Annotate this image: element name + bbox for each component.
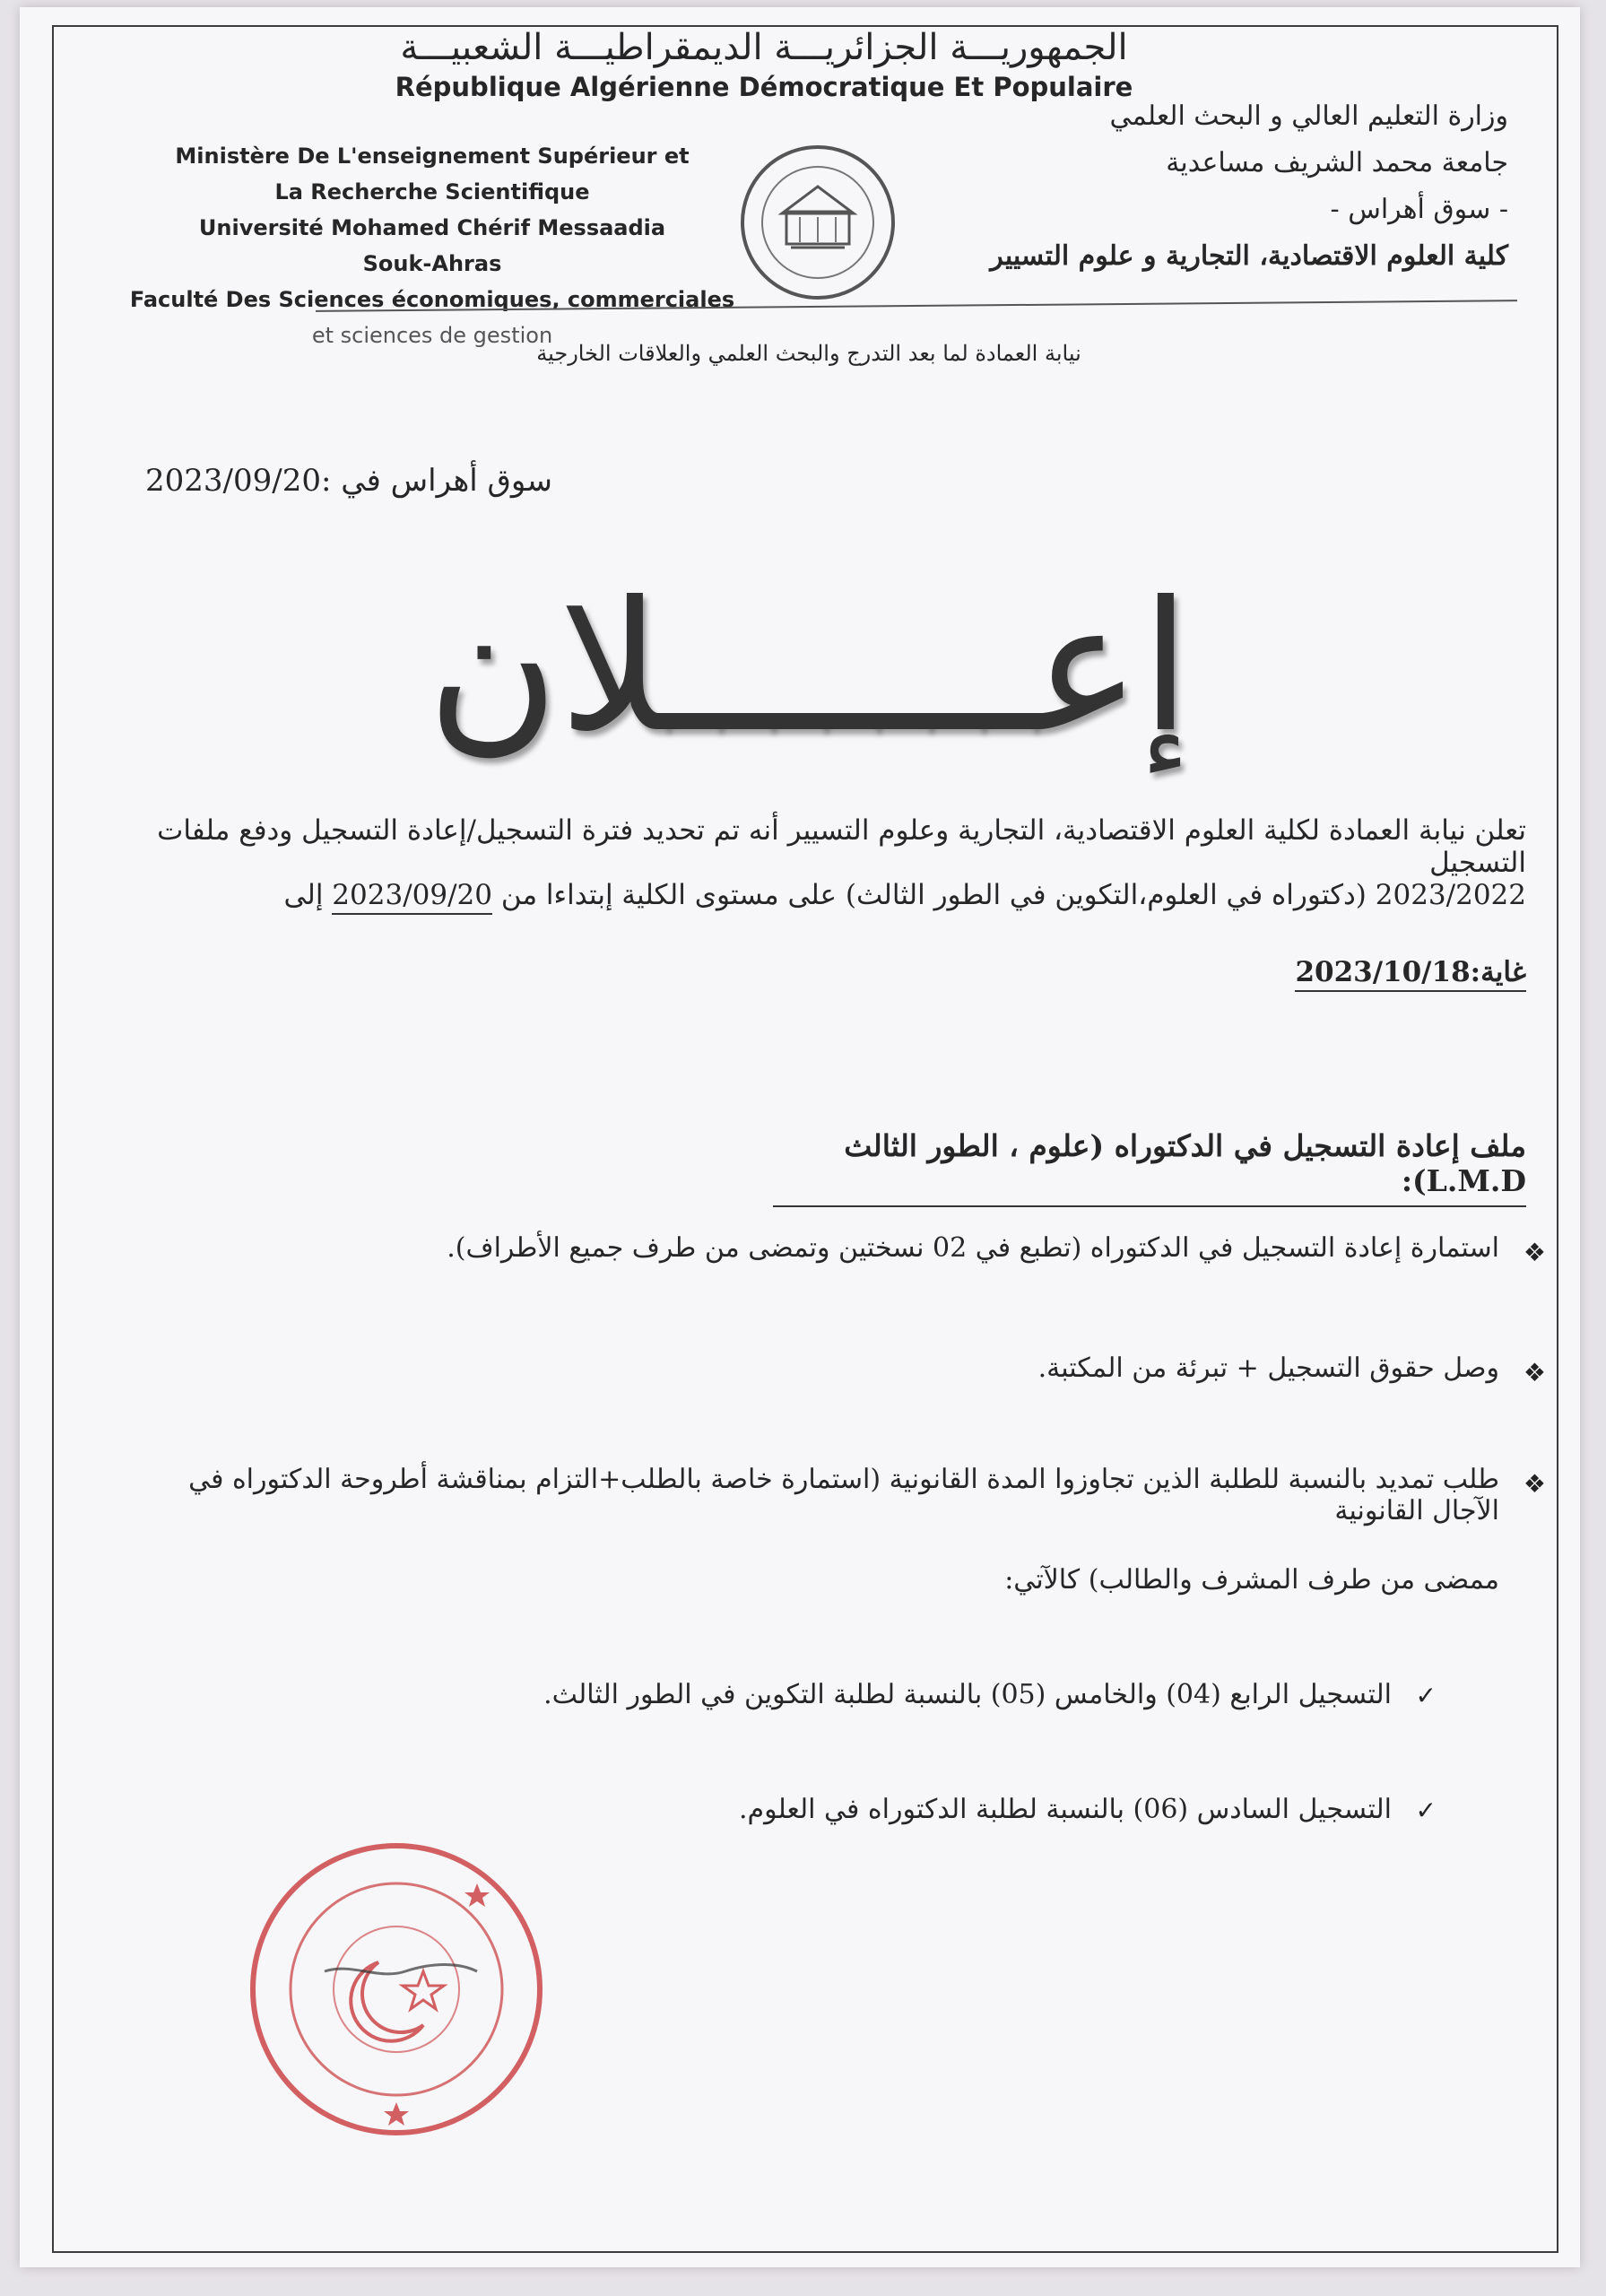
- university-logo: [737, 142, 898, 303]
- body-text: 2023/2022 (دكتوراه في العلوم،التكوين في الطور الثالث) على مستوى الكلية إبتداءا من: [500, 879, 1526, 911]
- document-sheet: [20, 7, 1580, 2267]
- header-right-line: كلية العلوم الاقتصادية، التجارية و علوم التسيير: [990, 240, 1508, 272]
- section-heading: ملف إعادة التسجيل في الدكتوراه (علوم ، الطور الثالث L.M.D):: [773, 1128, 1526, 1207]
- list-item: [154, 1464, 1546, 1526]
- date-line: سوق أهراس في :2023/09/20: [145, 463, 552, 499]
- header-right-line: وزارة التعليم العالي و البحث العلمي: [1109, 100, 1508, 132]
- checkmark-icon: ✓: [1415, 1796, 1437, 1825]
- end-date: 2023/10/18: [1295, 956, 1471, 988]
- sub-office-line: نيابة العمادة لما بعد التدرج والبحث العلمي والعلاقات الخارجية: [536, 341, 1081, 366]
- header-arabic-republic: الجمهوريـــة الجزائريـــة الديمقراطيـــة الشعبيـــة: [400, 27, 1128, 68]
- header-right-block: [916, 93, 1508, 280]
- body-paragraph-line: [154, 956, 1526, 988]
- start-date: 2023/09/20: [332, 879, 492, 915]
- diamond-bullet-icon: ❖: [1523, 1469, 1546, 1499]
- header-left-block: [100, 138, 764, 353]
- list-item-text: استمارة إعادة التسجيل في الدكتوراه (تطبع في 02 نسختين وتمضى من طرف جميع الأطراف).: [447, 1232, 1499, 1264]
- list-item: [154, 1232, 1546, 1267]
- body-text: إلى: [283, 879, 324, 911]
- header-left-line: Ministère De L'enseignement Supérieur et: [175, 144, 690, 169]
- end-date-block: [1295, 956, 1526, 992]
- diamond-bullet-icon: ❖: [1523, 1358, 1546, 1387]
- body-paragraph-line: [154, 879, 1526, 911]
- announcement-title: إعـــــــلان: [427, 563, 1191, 772]
- check-item-text: التسجيل السادس (06) بالنسبة لطلبة الدكتوراه في العلوم.: [739, 1794, 1392, 1825]
- header-left-line: La Recherche Scientifique: [274, 179, 590, 204]
- check-item-text: التسجيل الرابع (04) والخامس (05) بالنسبة لطلبة التكوين في الطور الثالث.: [543, 1679, 1392, 1710]
- end-date-label: غاية:: [1470, 956, 1526, 988]
- list-item: [154, 1352, 1546, 1387]
- list-item-text: وصل حقوق التسجيل + تبرئة من المكتبة.: [1037, 1352, 1499, 1384]
- diamond-bullet-icon: ❖: [1523, 1238, 1546, 1267]
- body-paragraph-line: تعلن نيابة العمادة لكلية العلوم الاقتصادية، التجارية وعلوم التسيير أنه تم تحديد فترة التسجيل/إعادة التسجيل ودفع ملفات التسجيل: [157, 814, 1526, 879]
- header-left-line: Faculté Des Sciences économiques, commerciales: [129, 287, 735, 312]
- list-item-continuation: ممضى من طرف المشرف والطالب) كالآتي:: [1004, 1564, 1499, 1596]
- header-left-line: et sciences de gestion: [311, 323, 553, 348]
- header-right-line: - سوق أهراس -: [1330, 194, 1508, 225]
- header-french-republic: République Algérienne Démocratique Et Populaire: [395, 72, 1133, 102]
- header-left-line: Université Mohamed Chérif Messaadia: [198, 215, 666, 240]
- header-left-line: Souk-Ahras: [362, 251, 502, 276]
- checkmark-icon: ✓: [1415, 1681, 1437, 1710]
- header-right-line: جامعة محمد الشريف مساعدية: [1166, 147, 1508, 178]
- check-item: [378, 1679, 1437, 1710]
- check-item: [378, 1794, 1437, 1825]
- list-item-text: طلب تمديد بالنسبة للطلبة الذين تجاوزوا المدة القانونية (استمارة خاصة بالطلب+التزام بمناقشة أطروحة الدكتوراه في الآجال القانونية: [188, 1464, 1499, 1526]
- official-stamp: [244, 1837, 549, 2142]
